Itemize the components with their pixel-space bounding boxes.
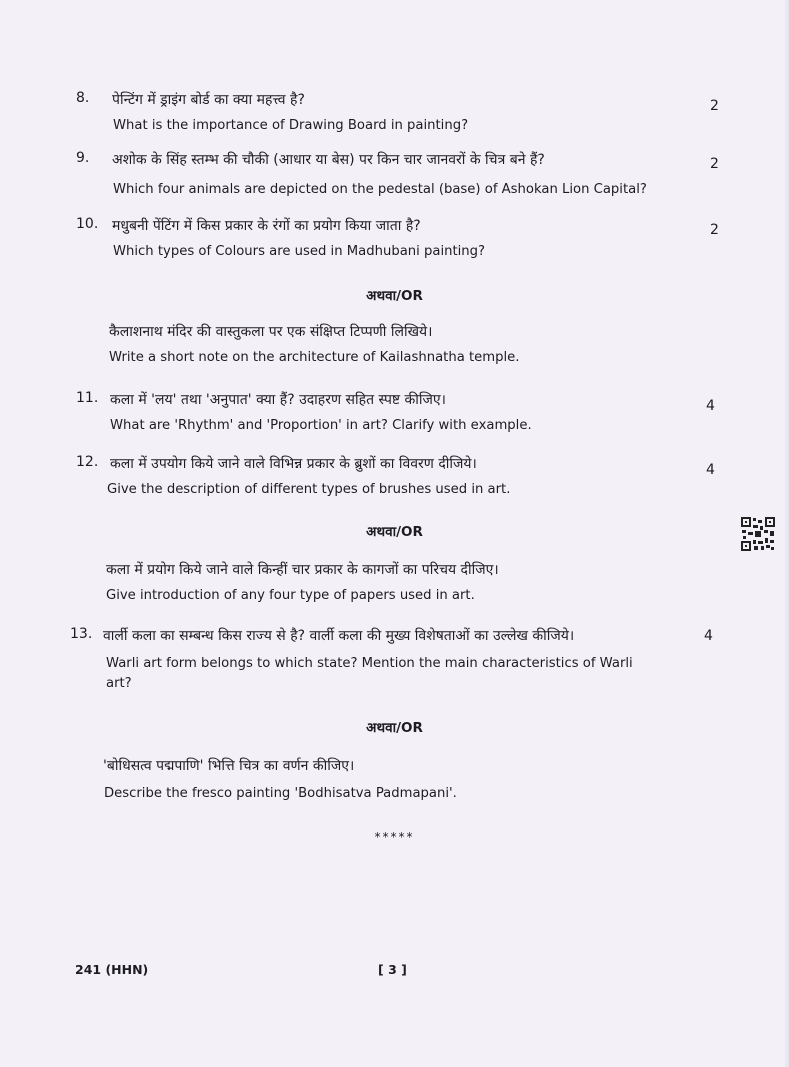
- alternative-hindi: 'बोधिसत्व पद्मपाणि' भित्ति चित्र का वर्णन कीजिए।: [103, 758, 355, 774]
- question-hindi: पेन्टिंग में ड्राइंग बोर्ड का क्या महत्त्व है?: [112, 92, 305, 108]
- question-hindi: कला में उपयोग किये जाने वाले विभिन्न प्रकार के ब्रुशों का विवरण दीजिये।: [110, 456, 477, 472]
- question-hindi: मधुबनी पेंटिंग में किस प्रकार के रंगों का प्रयोग किया जाता है?: [112, 218, 421, 234]
- question-marks: 2: [710, 156, 719, 172]
- or-separator: अथवा/OR: [366, 288, 423, 304]
- end-marker: *****: [374, 830, 415, 844]
- question-number: 13.: [70, 626, 93, 642]
- question-marks: 4: [706, 398, 715, 414]
- question-marks: 4: [706, 462, 715, 478]
- alternative-english: Write a short note on the architecture of Kailashnatha temple.: [109, 350, 520, 365]
- question-marks: 2: [710, 222, 719, 238]
- or-separator: अथवा/OR: [366, 524, 423, 540]
- page-number: [ 3 ]: [378, 962, 407, 977]
- question-english: Which types of Colours are used in Madhubani painting?: [113, 244, 486, 259]
- question-number: 11.: [76, 390, 99, 406]
- question-english: Which four animals are depicted on the pedestal (base) of Ashokan Lion Capital?: [113, 182, 647, 197]
- alternative-english: Describe the fresco painting 'Bodhisatva Padmapani'.: [104, 786, 457, 801]
- paper-code: 241 (HHN): [75, 962, 149, 977]
- question-hindi: वार्ली कला का सम्बन्ध किस राज्य से है? वार्ली कला की मुख्य विशेषताओं का उल्लेख कीजिये।: [103, 628, 575, 644]
- page-edge-shadow: [783, 0, 789, 1067]
- question-marks: 4: [704, 628, 713, 644]
- or-separator: अथवा/OR: [366, 720, 423, 736]
- question-marks: 2: [710, 98, 719, 114]
- question-number: 10.: [76, 216, 99, 232]
- question-english: Warli art form belongs to which state? Mention the main characteristics of Warli: [106, 656, 633, 671]
- question-english: Give the description of different types of brushes used in art.: [107, 482, 511, 497]
- alternative-hindi: कैलाशनाथ मंदिर की वास्तुकला पर एक संक्षिप्त टिप्पणी लिखिये।: [109, 324, 433, 340]
- question-number: 9.: [76, 150, 90, 166]
- question-english-continued: art?: [106, 676, 132, 691]
- alternative-hindi: कला में प्रयोग किये जाने वाले किन्हीं चार प्रकार के कागजों का परिचय दीजिए।: [106, 562, 499, 578]
- question-number: 8.: [76, 90, 90, 106]
- question-english: What is the importance of Drawing Board in painting?: [113, 118, 469, 133]
- alternative-english: Give introduction of any four type of papers used in art.: [106, 588, 475, 603]
- question-number: 12.: [76, 454, 99, 470]
- question-hindi: कला में 'लय' तथा 'अनुपात' क्या हैं? उदाहरण सहित स्पष्ट कीजिए।: [110, 392, 446, 408]
- question-hindi: अशोक के सिंह स्तम्भ की चौकी (आधार या बेस) पर किन चार जानवरों के चित्र बने हैं?: [112, 152, 545, 168]
- question-english: What are 'Rhythm' and 'Proportion' in art? Clarify with example.: [110, 418, 532, 433]
